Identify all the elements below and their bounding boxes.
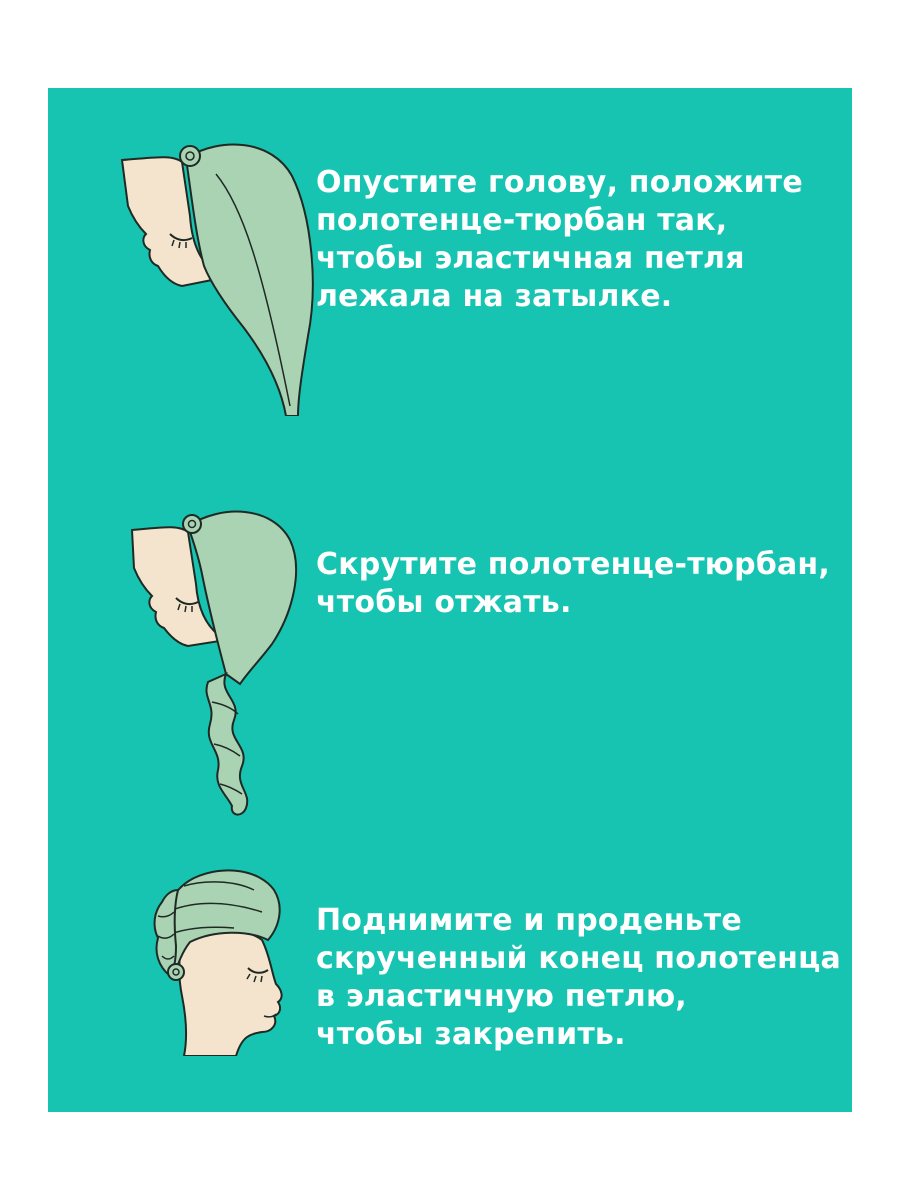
step-1-line-2: полотенце-тюрбан так, xyxy=(316,203,728,238)
step-1-line-4: лежала на затылке. xyxy=(316,279,673,314)
instruction-panel xyxy=(48,88,852,1112)
step-2-instruction xyxy=(316,546,830,622)
step-3-instruction xyxy=(316,902,841,1054)
step-3-line-3: в эластичную петлю, xyxy=(316,979,687,1014)
step-3-line-1: Поднимите и проденьте xyxy=(316,903,742,938)
step-2-line-2: чтобы отжать. xyxy=(316,585,572,620)
step-3-line-4: чтобы закрепить. xyxy=(316,1017,626,1052)
step-1-line-3: чтобы эластичная петля xyxy=(316,241,745,276)
head-upright-towel-wrapped-icon xyxy=(144,856,304,1056)
step-1-instruction xyxy=(316,164,803,316)
step-3-line-2: скрученный конец полотенца xyxy=(316,941,841,976)
step-2-line-1: Скрутите полотенце-тюрбан, xyxy=(316,547,830,582)
head-bent-towel-hanging-icon xyxy=(112,116,322,416)
head-bent-towel-twisted-icon xyxy=(122,494,322,824)
step-1-line-1: Опустите голову, положите xyxy=(316,165,803,200)
